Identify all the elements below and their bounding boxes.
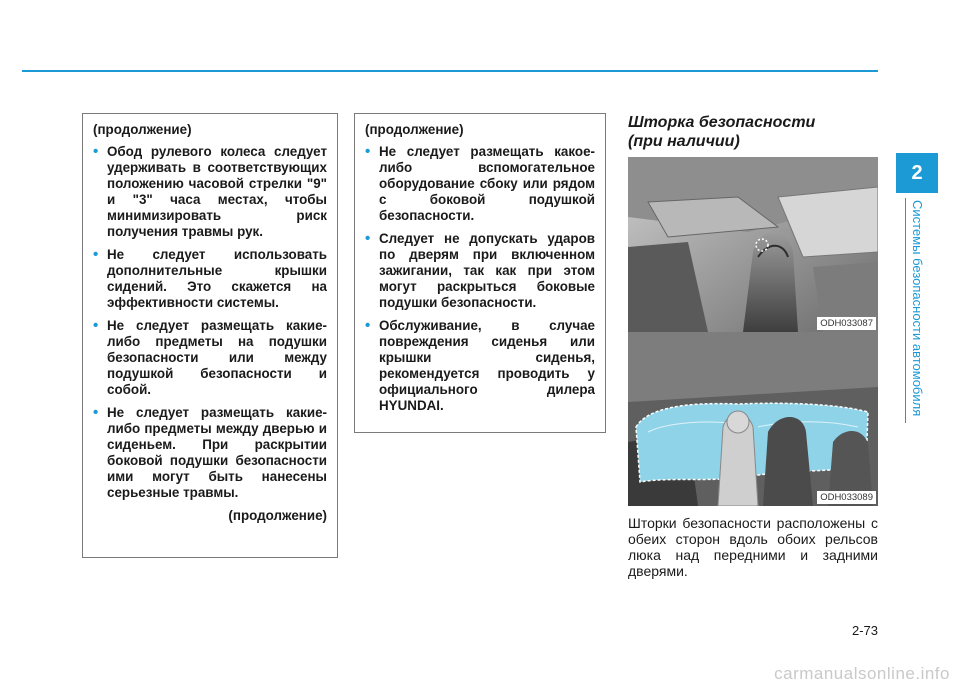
curtain-airbag-illustration: [628, 332, 878, 506]
interior-photo-deployed: [628, 332, 878, 506]
list-item: • Обод рулевого колеса следует удерживать в соответствующих положению часовой стрелки "9" и "3" часа местах, чтобы минимизировать риск получения травмы рук.: [93, 143, 327, 239]
bullet-icon: •: [365, 143, 371, 160]
warning-box-left: [82, 113, 338, 558]
interior-photo-stowed: [628, 157, 878, 332]
top-rule: [22, 70, 878, 72]
list-item: • Обслуживание, в случае повреждения сиденья или крышки сиденья, рекомендуется проводить у официального дилера HYUNDAI.: [365, 317, 595, 413]
photo-code: ODH033089: [817, 491, 876, 504]
bullet-icon: •: [93, 317, 99, 334]
warning-box-middle: [354, 113, 606, 433]
list-item: • Не следует размещать какое-либо вспомогательное оборудование сбоку или рядом с боковой подушкой безопасности.: [365, 143, 595, 223]
list-item: • Не следует использовать дополнительные крышки сидений. Это скажется на эффективности системы.: [93, 246, 327, 310]
section-heading: Шторка безопасности (при наличии): [628, 114, 816, 150]
list-item: • Не следует размещать какие-либо предметы между дверью и сиденьем. При раскрытии боковой подушки безопасности ими могут быть нанесены серьезные травмы.: [93, 404, 327, 500]
page-number: 2-73: [851, 623, 878, 638]
chapter-title: Системы безопасности автомобиля: [910, 200, 925, 417]
watermark: carmanualsonline.info: [774, 664, 950, 683]
bullet-icon: •: [365, 317, 371, 334]
bullet-icon: •: [93, 143, 99, 160]
chapter-number-badge: 2: [896, 153, 938, 193]
photo-code: ODH033087: [817, 317, 876, 330]
interior-illustration: [628, 157, 878, 332]
continued-label: (продолжение): [228, 508, 327, 523]
side-divider: [905, 198, 906, 423]
list-item: • Не следует размещать какие-либо предметы на подушки безопасности или между подушкой безопасности и собой.: [93, 317, 327, 397]
bullet-icon: •: [365, 230, 371, 247]
section-caption: Шторки безопасности расположены с обеих сторон вдоль обоих рельсов люка над передними и задними дверями.: [628, 515, 878, 579]
list-item: • Следует не допускать ударов по дверям при включенном зажигании, так как при этом могут раскрыться боковые подушки безопасности.: [365, 230, 595, 310]
continued-label: (продолжение): [365, 122, 464, 137]
bullet-icon: •: [93, 404, 99, 421]
bullet-icon: •: [93, 246, 99, 263]
warning-list: [93, 144, 327, 501]
warning-list: [365, 144, 595, 414]
continued-label: (продолжение): [93, 122, 192, 137]
